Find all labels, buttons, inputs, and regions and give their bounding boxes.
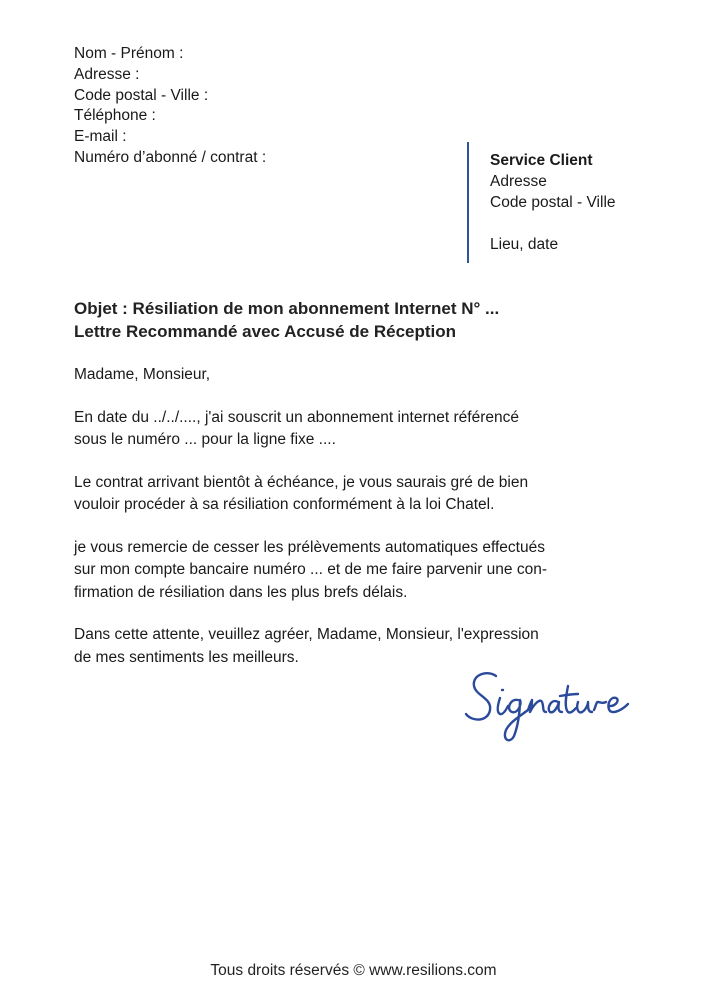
subject-block (74, 297, 499, 343)
paragraph-line: Le contrat arrivant bientôt à échéance, je vous saurais gré de bien (74, 473, 529, 491)
sender-city-line: Code postal - Ville : (74, 86, 209, 104)
recipient-address: Adresse (490, 173, 547, 190)
subject-line: Objet : Résiliation de mon abonnement Internet N° ... (74, 299, 500, 318)
recipient-city: Code postal - Ville (490, 194, 616, 211)
paragraph-line: Dans cette attente, veuillez agréer, Madame, Monsieur, l'expression (74, 626, 539, 643)
recipient-block (490, 150, 616, 255)
paragraph-line: sous le numéro ... pour la ligne fixe .... (74, 431, 336, 448)
paragraph-closing (74, 624, 634, 669)
paragraph-line: de mes sentiments les meilleurs. (74, 648, 299, 666)
paragraph-line: vouloir procéder à sa résiliation conformément à la loi Chatel. (74, 496, 495, 513)
place-date: Lieu, date (490, 236, 559, 253)
paragraph-termination (74, 472, 634, 517)
paragraph-line: firmation de résiliation dans les plus brefs délais. (74, 583, 408, 601)
footer-copyright: Tous droits réservés © www.resilions.com (210, 962, 497, 979)
sender-block (74, 44, 266, 169)
sender-email-line: E-mail : (74, 128, 127, 146)
sender-address-line: Adresse : (74, 65, 140, 83)
sender-name-line: Nom - Prénom : (74, 45, 184, 62)
paragraph-line: sur mon compte bancaire numéro ... et de me faire parvenir une con- (74, 561, 547, 578)
recipient-name: Service Client (490, 152, 593, 169)
greeting: Madame, Monsieur, (74, 366, 211, 383)
signature-image (462, 664, 642, 748)
sender-phone-line: Téléphone : (74, 107, 156, 125)
paragraph-subscription (74, 407, 634, 452)
sender-contract-line: Numéro d’abonné / contrat : (74, 148, 267, 166)
paragraph-line: je vous remercie de cesser les prélèvements automatiques effectués (74, 538, 545, 556)
paragraph-direct-debit (74, 537, 634, 605)
registered-mail-line: Lettre Recommandé avec Accusé de Réception (74, 322, 457, 341)
letter-body (74, 364, 634, 689)
paragraph-line: En date du ../../...., j'ai souscrit un abonnement internet référencé (74, 408, 519, 426)
recipient-divider (467, 142, 469, 263)
